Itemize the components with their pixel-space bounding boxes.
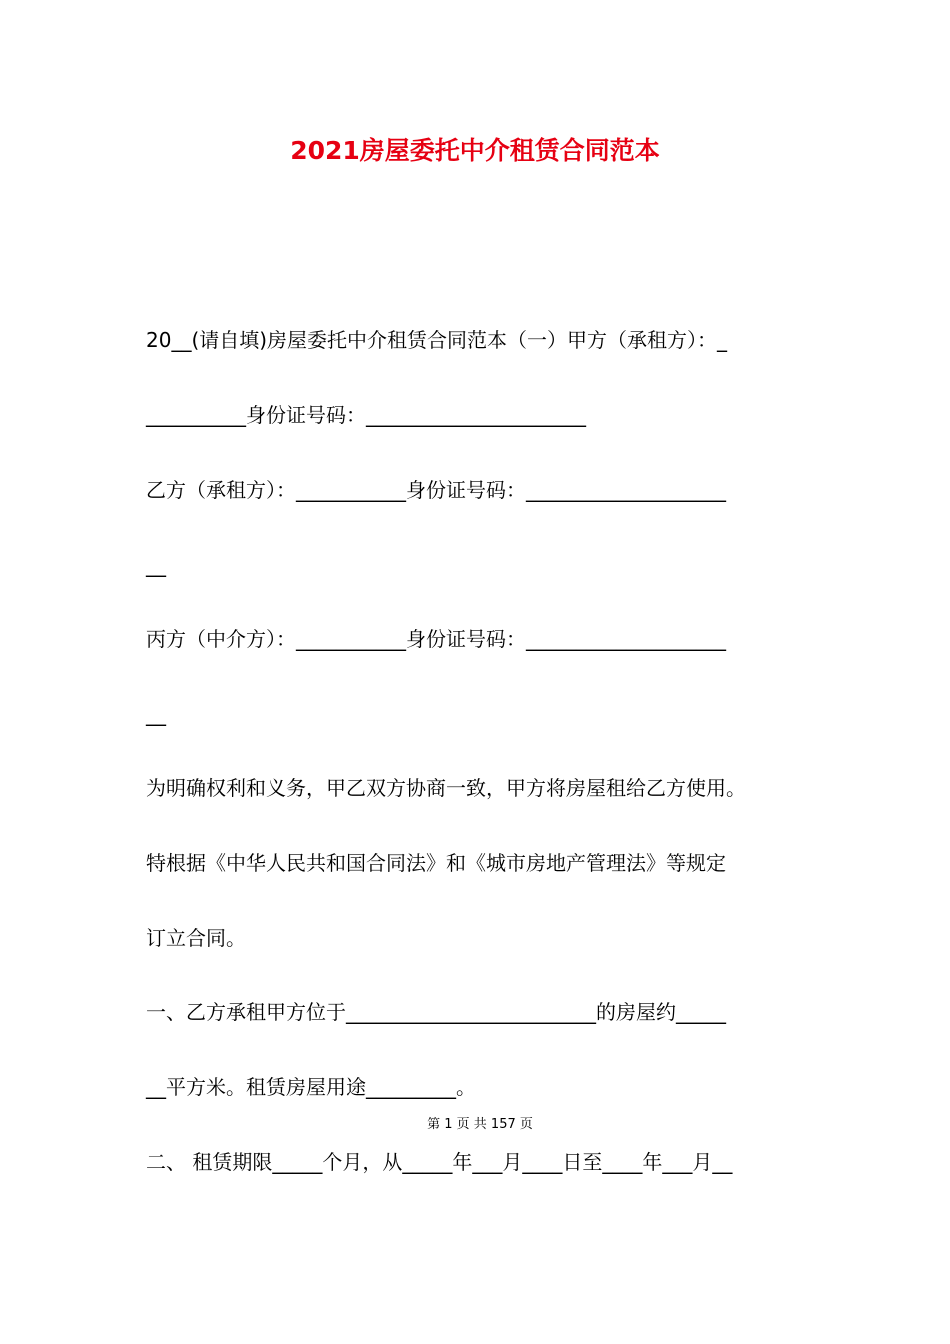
body-line-2: __________身份证号码：______________________ — [146, 403, 586, 427]
document-title: 2021房屋委托中介租赁合同范本 — [290, 136, 660, 165]
body-line-12: 二、 租赁期限_____个月，从_____年___月____日至____年___月__ — [146, 1150, 733, 1174]
body-line-1: 20__(请自填)房屋委托中介租赁合同范本（一）甲方（承租方）：_ — [146, 328, 728, 352]
body-line-7: 为明确权利和义务，甲乙双方协商一致，甲方将房屋租给乙方使用。 — [146, 776, 746, 800]
body-line-8: 特根据《中华人民共和国合同法》和《城市房地产管理法》等规定 — [146, 851, 726, 875]
page-footer: 第 1 页 共 157 页 — [427, 1117, 533, 1132]
body-line-6: __ — [146, 702, 166, 726]
body-line-11: __平方米。租赁房屋用途_________。 — [146, 1075, 476, 1099]
body-line-4: __ — [146, 553, 166, 577]
body-line-5: 丙方（中介方）：___________身份证号码：____________________ — [146, 627, 726, 651]
body-line-3: 乙方（承租方）：___________身份证号码：____________________ — [146, 478, 726, 502]
body-line-10: 一、乙方承租甲方位于_________________________的房屋约_____ — [146, 1000, 726, 1024]
body-line-9: 订立合同。 — [146, 926, 246, 950]
